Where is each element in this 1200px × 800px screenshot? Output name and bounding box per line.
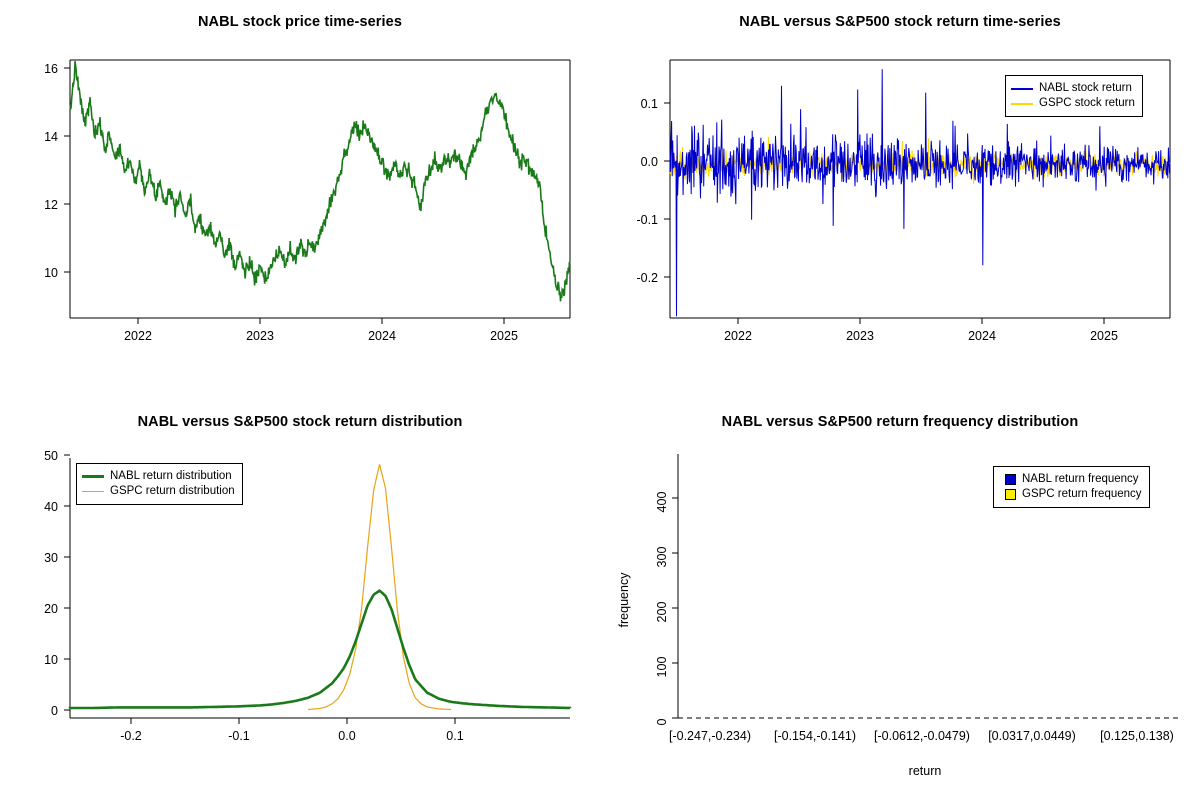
distribution-legend (76, 463, 243, 505)
returns-legend (1005, 75, 1143, 117)
y-tick-label: 300 (655, 546, 669, 568)
legend-label: NABL return frequency (1022, 473, 1139, 485)
x-tick-label: 0.1 (446, 729, 464, 743)
gspc-density-line (308, 465, 451, 710)
legend-line-swatch (1011, 88, 1033, 90)
x-tick-label: 2023 (846, 329, 874, 343)
panel-title-returns: NABL versus S&P500 stock return time-series (739, 14, 1061, 30)
y-tick-label: 16 (44, 62, 58, 76)
panel-return-timeseries (600, 0, 1200, 400)
y-tick-label: 0 (51, 704, 58, 718)
legend-item (1011, 96, 1135, 111)
y-tick-label: 20 (44, 602, 58, 616)
x-tick-label: [-0.247,-0.234) (669, 729, 751, 743)
x-axis-labels-frequency (669, 729, 1174, 743)
legend-line-swatch (1011, 103, 1033, 105)
panel-title-frequency: NABL versus S&P500 return frequency distribution (721, 414, 1079, 430)
frequency-plot (600, 400, 1200, 800)
legend-item (1011, 81, 1135, 96)
x-tick-label: 2025 (1090, 329, 1118, 343)
y-tick-label: 14 (44, 130, 58, 144)
y-tick-label: 40 (44, 500, 58, 514)
legend-item (82, 484, 235, 499)
x-tick-label: 0.0 (338, 729, 356, 743)
x-tick-label: 2023 (246, 329, 274, 343)
y-tick-label: 0.1 (640, 97, 658, 111)
panel-return-frequency (600, 400, 1200, 800)
legend-label: GSPC return frequency (1022, 488, 1142, 500)
y-tick-label: 0 (655, 718, 669, 726)
x-tick-label: 2024 (968, 329, 996, 343)
panel-price-timeseries (0, 0, 600, 400)
y-tick-label: 30 (44, 551, 58, 565)
x-tick-label: -0.2 (120, 729, 142, 743)
panel-title-price: NABL stock price time-series (197, 14, 402, 30)
y-axis-ticks-distribution (44, 449, 70, 718)
y-tick-label: 200 (655, 601, 669, 623)
nabl-density-line (70, 591, 570, 709)
x-tick-label: -0.1 (228, 729, 250, 743)
x-tick-label: 2022 (724, 329, 752, 343)
x-axis-ticks-returns (724, 318, 1118, 343)
x-tick-label: [0.125,0.138) (1100, 729, 1174, 743)
legend-label: NABL return distribution (110, 470, 232, 482)
returns-plot (600, 0, 1200, 400)
x-tick-label: 2022 (124, 329, 152, 343)
y-tick-label: -0.2 (636, 271, 658, 285)
legend-label: GSPC stock return (1039, 97, 1135, 109)
y-tick-label: 400 (655, 491, 669, 513)
price-series-line (70, 61, 570, 301)
x-axis-title: return (908, 764, 942, 778)
y-tick-label: 0.0 (640, 155, 658, 169)
x-tick-label: [-0.0612,-0.0479) (874, 729, 970, 743)
y-tick-label: -0.1 (636, 213, 658, 227)
x-tick-label: [0.0317,0.0449) (988, 729, 1076, 743)
legend-color-swatch (1005, 489, 1016, 500)
x-axis-ticks-price (124, 318, 518, 343)
legend-item (82, 469, 235, 484)
y-axis-ticks-frequency (655, 492, 678, 726)
legend-label: GSPC return distribution (110, 485, 235, 497)
legend-label: NABL stock return (1039, 82, 1132, 94)
legend-line-swatch (82, 491, 104, 492)
y-tick-label: 100 (655, 656, 669, 678)
legend-item (999, 487, 1142, 502)
y-axis-ticks-price (44, 62, 70, 280)
x-tick-label: [-0.154,-0.141) (774, 729, 856, 743)
y-tick-label: 50 (44, 449, 58, 463)
legend-item (999, 472, 1142, 487)
x-tick-label: 2024 (368, 329, 396, 343)
y-axis-title: frequency (617, 572, 631, 628)
panel-return-distribution (0, 400, 600, 800)
y-tick-label: 10 (44, 266, 58, 280)
price-plot (0, 0, 600, 400)
distribution-plot (0, 400, 600, 800)
panel-title-distribution: NABL versus S&P500 stock return distribution (137, 414, 463, 430)
legend-line-swatch (82, 475, 104, 478)
x-axis-ticks-distribution (120, 718, 464, 743)
y-tick-label: 10 (44, 653, 58, 667)
y-axis-ticks-returns (636, 97, 670, 285)
y-tick-label: 12 (44, 198, 58, 212)
frequency-legend (993, 466, 1150, 508)
legend-color-swatch (1005, 474, 1016, 485)
x-tick-label: 2025 (490, 329, 518, 343)
